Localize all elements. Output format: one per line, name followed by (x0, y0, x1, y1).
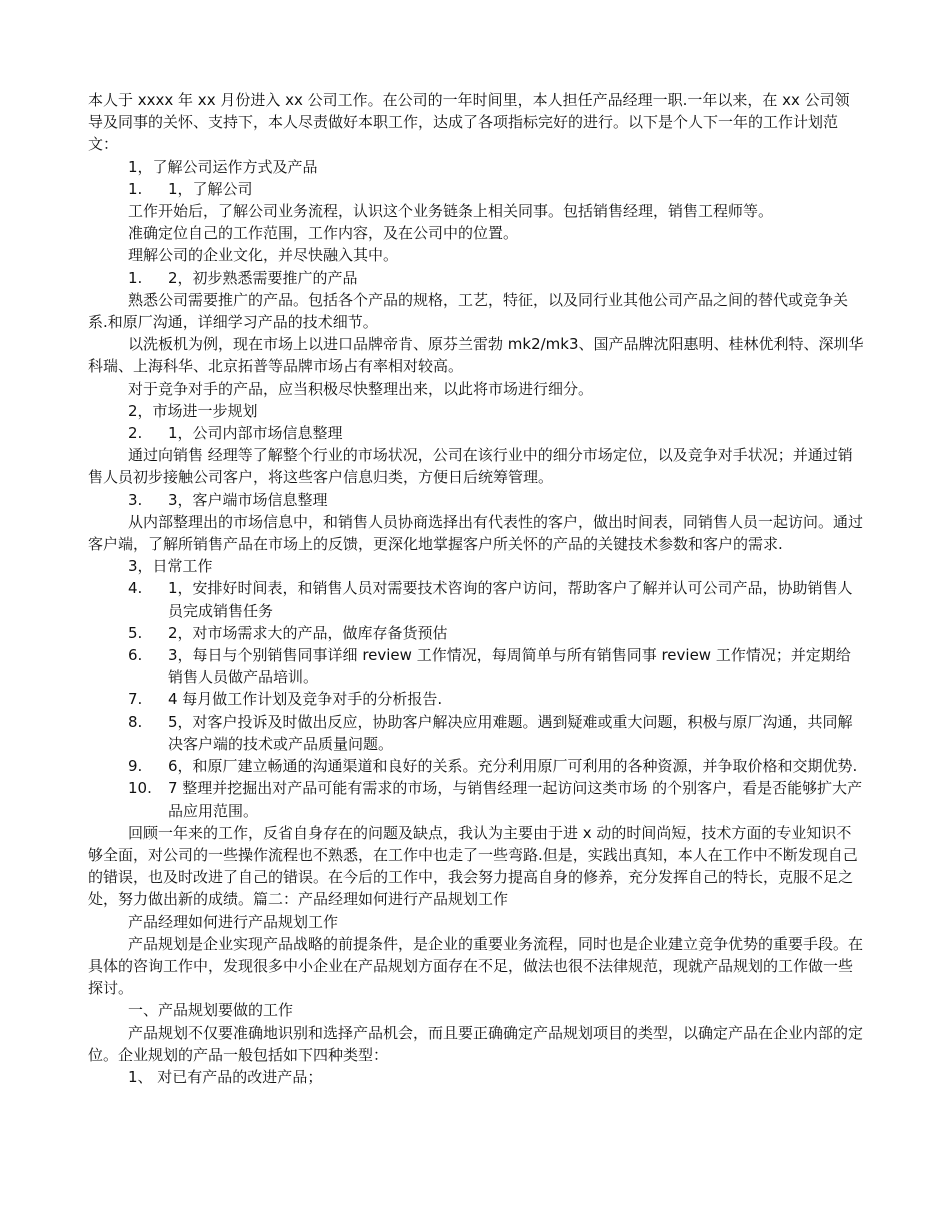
list-text: 2，初步熟悉需要推广的产品 (168, 268, 358, 287)
section-heading: 2，市场进一步规划 (128, 401, 258, 420)
document-page (88, 89, 864, 1088)
list-item (88, 622, 864, 644)
list-text: 7 整理并挖掘出对产品可能有需求的市场，与销售经理一起访问这类市场 的个别客户，看是否能够扩大产品应用范围。 (168, 779, 863, 820)
list-number: 2. (128, 424, 143, 443)
list-item (88, 755, 864, 777)
list-number: 6. (128, 646, 143, 665)
list-number: 1. (128, 179, 143, 198)
list-number: 7. (128, 690, 143, 709)
paragraph: 通过向销售 经理等了解整个行业的市场状况，公司在该行业中的细分市场定位，以及竞争对手状况；并通过销售人员初步接触公司客户，将这些客户信息归类，方便日后统筹管理。 (88, 446, 853, 487)
section-heading: 一、产品规划要做的工作 (128, 1001, 294, 1020)
list-text: 4 每月做工作计划及竞争对手的分析报告. (168, 690, 443, 709)
list-item (88, 577, 864, 621)
list-item (88, 178, 864, 200)
paragraph: 工作开始后，了解公司业务流程，认识这个业务链条上相关同事。包括销售经理，销售工程师等。 (128, 202, 774, 221)
list-text: 5，对客户投诉及时做出反应，协助客户解决应用难题。遇到疑难或重大问题，积极与原厂沟通，共同解决客户端的技术或产品质量问题。 (168, 712, 853, 753)
intro-paragraph: 本人于 xxxx 年 xx 月份进入 xx 公司工作。在公司的一年时间里，本人担任产品经理一职.一年以来，在 xx 公司领导及同事的关怀、支持下，本人尽责做好本职工作，达成了各项指标完好的进行。以下是个人下一年的工作计划范文： (88, 91, 850, 154)
list-text: 3，客户端市场信息整理 (168, 490, 328, 509)
paragraph: 对于竞争对手的产品，应当积极尽快整理出来，以此将市场进行细分。 (128, 379, 594, 398)
list-number: 1. (128, 268, 143, 287)
paragraph: 产品规划不仅要准确地识别和选择产品机会，而且要正确确定产品规划项目的类型，以确定产品在企业内部的定位。企业规划的产品一般包括如下四种类型： (88, 1023, 864, 1064)
list-item (88, 644, 864, 688)
list-number: 3. (128, 490, 143, 509)
list-text: 3，每日与个别销售同事详细 review 工作情况，每周简单与所有销售同事 review 工作情况；并定期给销售人员做产品培训。 (168, 646, 851, 687)
list-item (88, 711, 864, 755)
paragraph: 1、 对已有产品的改进产品； (128, 1067, 323, 1086)
list-item (88, 422, 864, 444)
list-item (88, 688, 864, 710)
section-heading: 1，了解公司运作方式及产品 (128, 157, 318, 176)
paragraph: 产品规划是企业实现产品战略的前提条件，是企业的重要业务流程，同时也是企业建立竞争优势的重要手段。在具体的咨询工作中，发现很多中小企业在产品规划方面存在不足，做法也很不法律规范，现就产品规划的工作做一些探讨。 (88, 934, 864, 998)
list-number: 9. (128, 757, 143, 776)
section-heading: 3，日常工作 (128, 557, 213, 576)
section-heading: 产品经理如何进行产品规划工作 (128, 912, 339, 931)
list-text: 6，和原厂建立畅通的沟通渠道和良好的关系。充分利用原厂可利用的各种资源，并争取价格和交期优势. (168, 757, 858, 776)
paragraph: 熟悉公司需要推广的产品。包括各个产品的规格，工艺，特征，以及同行业其他公司产品之间的替代或竞争关系.和原厂沟通，详细学习产品的技术细节。 (88, 290, 849, 332)
paragraph: 理解公司的企业文化，并尽快融入其中。 (128, 246, 399, 265)
paragraph: 准确定位自己的工作范围，工作内容，及在公司中的位置。 (128, 224, 519, 243)
list-text: 2，对市场需求大的产品，做库存备货预估 (168, 623, 448, 642)
list-text: 1，公司内部市场信息整理 (168, 424, 343, 443)
list-text: 1，了解公司 (168, 179, 253, 198)
list-number: 10. (128, 779, 152, 798)
list-item (88, 777, 864, 821)
paragraph: 回顾一年来的工作，反省自身存在的问题及缺点，我认为主要由于进 x 动的时间尚短，技术方面的专业知识不够全面，对公司的一些操作流程也不熟悉，在工作中也走了一些弯路.但是，实践出真知，本人在工作中不断发现自己的错误，也及时改进了自己的错误。在今后的工作中，我会努力提高自身的修养，充分发挥自己的特长，克服不足之处，努力做出新的成绩。篇二：产品经理如何进行产品规划工作 (88, 823, 858, 909)
list-item (88, 489, 864, 511)
list-number: 4. (128, 579, 143, 598)
paragraph: 以洗板机为例，现在市场上以进口品牌帝肯、原芬兰雷勃 mk2/mk3、国产品牌沈阳惠明、桂林优利特、深圳华科瑞、上海科华、北京拓普等品牌市场占有率相对较高。 (88, 335, 864, 376)
list-number: 5. (128, 623, 143, 642)
list-item (88, 267, 864, 289)
paragraph: 从内部整理出的市场信息中，和销售人员协商选择出有代表性的客户，做出时间表，同销售人员一起访问。通过客户端，了解所销售产品在市场上的反馈，更深化地掌握客户所关怀的产品的关键技术参数和客户的需求. (88, 512, 864, 554)
list-text: 1，安排好时间表，和销售人员对需要技术咨询的客户访问，帮助客户了解并认可公司产品，协助销售人员完成销售任务 (168, 579, 853, 620)
list-number: 8. (128, 712, 143, 731)
